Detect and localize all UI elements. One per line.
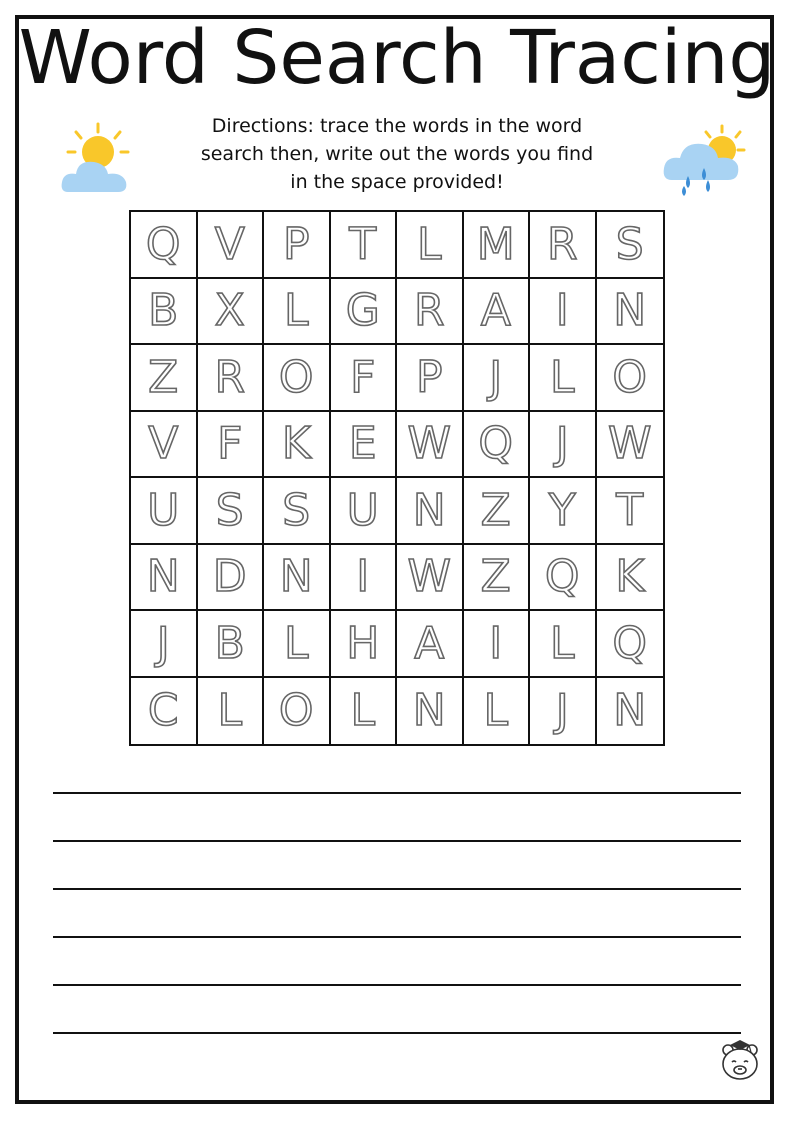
grid-cell	[397, 678, 464, 745]
answer-line[interactable]	[53, 792, 741, 794]
directions-text	[175, 112, 619, 196]
trace-letter: T	[349, 218, 377, 270]
trace-letter: I	[489, 617, 503, 669]
trace-letter: L	[217, 685, 242, 737]
grid-cell	[597, 678, 664, 745]
grid-cell	[397, 545, 464, 612]
trace-letter: S	[615, 218, 644, 270]
grid-cell	[131, 412, 198, 479]
directions-line-2: search then, write out the words you find	[200, 143, 594, 165]
grid-cell	[530, 678, 597, 745]
grid-cell	[530, 279, 597, 346]
grid-cell	[464, 212, 531, 279]
trace-letter: I	[356, 551, 370, 603]
trace-letter: O	[612, 351, 648, 403]
trace-letter: N	[279, 551, 313, 603]
trace-letter: W	[407, 418, 451, 470]
trace-letter: O	[278, 685, 314, 737]
trace-letter: Y	[548, 484, 576, 536]
grid-cell	[530, 412, 597, 479]
grid-cell	[464, 412, 531, 479]
trace-letter: V	[148, 418, 179, 470]
grid-cell	[597, 212, 664, 279]
grid-cell	[131, 279, 198, 346]
trace-letter: J	[489, 351, 503, 403]
grid-cell	[397, 412, 464, 479]
grid-cell	[331, 545, 398, 612]
directions-line-3: in the space provided!	[290, 171, 504, 193]
word-search-grid	[129, 210, 665, 746]
grid-cell	[264, 678, 331, 745]
grid-cell	[464, 478, 531, 545]
trace-letter: P	[282, 218, 310, 270]
trace-letter: S	[215, 484, 244, 536]
grid-cell	[198, 279, 265, 346]
grid-cell	[198, 545, 265, 612]
trace-letter: A	[480, 285, 511, 337]
trace-letter: N	[412, 484, 446, 536]
grid-cell	[397, 345, 464, 412]
grid-cell	[331, 345, 398, 412]
answer-line[interactable]	[53, 936, 741, 938]
graduate-bear-mascot-icon	[716, 1036, 764, 1089]
grid-cell	[397, 611, 464, 678]
trace-letter: R	[413, 285, 445, 337]
trace-letter: S	[282, 484, 311, 536]
grid-cell	[331, 678, 398, 745]
trace-letter: J	[555, 418, 569, 470]
grid-cell	[397, 478, 464, 545]
trace-letter: G	[345, 285, 380, 337]
trace-letter: E	[348, 418, 377, 470]
trace-letter: Q	[478, 418, 514, 470]
grid-cell	[198, 678, 265, 745]
trace-letter: W	[407, 551, 451, 603]
grid-cell	[131, 212, 198, 279]
grid-cell	[331, 212, 398, 279]
trace-letter: N	[613, 685, 647, 737]
trace-letter: F	[350, 351, 376, 403]
grid-cell	[464, 345, 531, 412]
grid-cell	[331, 478, 398, 545]
trace-letter: L	[283, 617, 309, 669]
grid-cell	[331, 412, 398, 479]
sun-behind-rain-cloud-icon	[662, 122, 746, 203]
grid-cell	[131, 678, 198, 745]
grid-cell	[530, 212, 597, 279]
grid-cell	[198, 212, 265, 279]
grid-cell	[597, 611, 664, 678]
trace-letter: W	[607, 418, 652, 470]
sun-behind-cloud-icon	[58, 120, 130, 201]
answer-line[interactable]	[53, 984, 741, 986]
grid-cell	[597, 345, 664, 412]
grid-cell	[331, 279, 398, 346]
grid-cell	[131, 611, 198, 678]
grid-cell	[464, 611, 531, 678]
trace-letter: U	[147, 484, 180, 536]
trace-letter: V	[214, 218, 245, 270]
trace-letter: K	[615, 551, 645, 603]
trace-letter: Q	[544, 551, 580, 603]
grid-cell	[331, 611, 398, 678]
grid-cell	[264, 545, 331, 612]
grid-cell	[464, 279, 531, 346]
trace-letter: O	[278, 351, 314, 403]
grid-cell	[464, 545, 531, 612]
trace-letter: M	[476, 218, 515, 270]
grid-cell	[198, 412, 265, 479]
trace-letter: D	[212, 551, 247, 603]
grid-cell	[264, 279, 331, 346]
trace-letter: Z	[480, 484, 511, 536]
grid-cell	[198, 478, 265, 545]
trace-letter: J	[156, 617, 170, 669]
grid-cell	[530, 478, 597, 545]
trace-letter: U	[346, 484, 379, 536]
grid-cell	[597, 279, 664, 346]
trace-letter: B	[214, 617, 245, 669]
grid-cell	[530, 545, 597, 612]
trace-letter: N	[146, 551, 180, 603]
trace-letter: Z	[480, 551, 511, 603]
answer-line[interactable]	[53, 888, 741, 890]
trace-letter: L	[283, 285, 309, 337]
trace-letter: L	[416, 218, 442, 270]
grid-cell	[264, 478, 331, 545]
grid-cell	[530, 345, 597, 412]
trace-letter: X	[214, 285, 245, 337]
trace-letter: L	[350, 685, 375, 737]
grid-cell	[397, 212, 464, 279]
trace-letter: P	[415, 351, 443, 403]
trace-letter: T	[616, 484, 644, 536]
trace-letter: R	[214, 351, 246, 403]
trace-letter: Q	[612, 617, 648, 669]
trace-letter: Q	[145, 218, 181, 270]
grid-cell	[264, 412, 331, 479]
grid-cell	[264, 611, 331, 678]
trace-letter: I	[555, 285, 569, 337]
answer-line[interactable]	[53, 1032, 741, 1034]
directions-line-1: Directions: trace the words in the word	[211, 115, 583, 137]
trace-letter: A	[414, 617, 445, 669]
page-title: Word Search Tracing	[18, 15, 776, 101]
trace-letter: Z	[148, 351, 179, 403]
grid-cell	[131, 545, 198, 612]
answer-line[interactable]	[53, 840, 741, 842]
grid-cell	[264, 212, 331, 279]
trace-letter: N	[412, 685, 446, 737]
grid-cell	[597, 478, 664, 545]
trace-letter: C	[147, 685, 179, 737]
trace-letter: R	[546, 218, 578, 270]
trace-letter: K	[281, 418, 311, 470]
grid-cell	[264, 345, 331, 412]
trace-letter: B	[148, 285, 179, 337]
trace-letter: F	[217, 418, 243, 470]
trace-letter: J	[555, 685, 569, 737]
grid-cell	[597, 545, 664, 612]
trace-letter: L	[549, 351, 575, 403]
trace-letter: L	[549, 617, 575, 669]
grid-cell	[131, 478, 198, 545]
grid-cell	[198, 345, 265, 412]
grid-cell	[198, 611, 265, 678]
grid-cell	[131, 345, 198, 412]
grid-cell	[397, 279, 464, 346]
trace-letter: L	[483, 685, 508, 737]
trace-letter: N	[613, 285, 647, 337]
trace-letter: H	[346, 617, 380, 669]
grid-cell	[597, 412, 664, 479]
grid-cell	[530, 611, 597, 678]
grid-cell	[464, 678, 531, 745]
